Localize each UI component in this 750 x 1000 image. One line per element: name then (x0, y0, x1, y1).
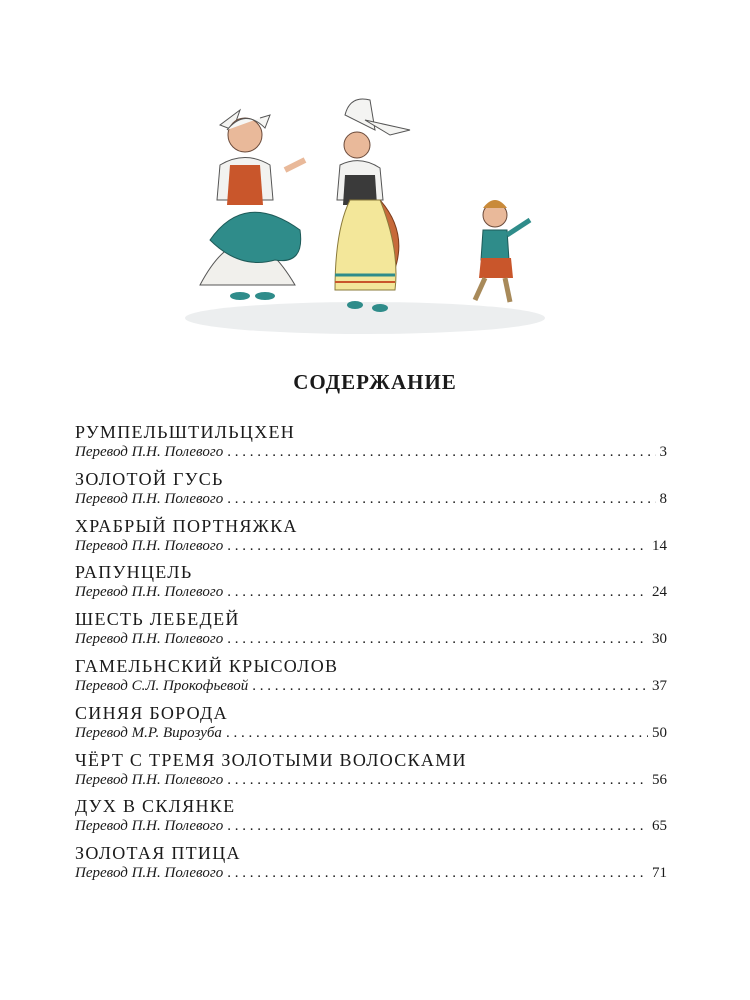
entry-page-number: 3 (659, 444, 667, 460)
entry-title: ЧЁРТ С ТРЕМЯ ЗОЛОТЫМИ ВОЛОСКАМИ (75, 749, 467, 770)
entry-title: ЗОЛОТАЯ ПТИЦА (75, 843, 241, 864)
dot-leader (227, 817, 648, 836)
entry-translator: Перевод П.Н. Полевого (75, 444, 224, 460)
entry-title: ДУХ В СКЛЯНКЕ (75, 796, 236, 817)
dot-leader (226, 724, 648, 743)
entry-line (75, 630, 667, 649)
entry-title: ЗОЛОТОЙ ГУСЬ (75, 468, 224, 489)
dot-leader (252, 677, 648, 696)
entry-page-number: 71 (652, 865, 667, 882)
entry-translator: Перевод П.Н. Полевого (75, 584, 224, 601)
illustration-fairy-tale-characters (185, 90, 555, 340)
dot-leader (227, 443, 655, 462)
dot-leader (227, 583, 648, 602)
woman-left-figure (200, 110, 305, 300)
toc-entry[interactable] (75, 515, 667, 562)
entry-line (75, 490, 667, 509)
woman-middle-figure (335, 99, 410, 312)
entry-translator: Перевод П.Н. Полевого (75, 537, 224, 554)
entry-line (75, 677, 667, 696)
entry-page-number: 50 (652, 724, 667, 741)
entry-line (75, 771, 667, 790)
toc-entry[interactable] (75, 421, 667, 468)
table-of-contents (75, 421, 667, 889)
toc-entry[interactable] (75, 468, 667, 515)
entry-page-number: 65 (652, 818, 667, 835)
dot-leader (227, 537, 648, 556)
entry-line (75, 443, 667, 462)
toc-entry[interactable] (75, 608, 667, 655)
entry-title: РАПУНЦЕЛЬ (75, 562, 193, 583)
entry-translator: Перевод С.Л. Прокофьевой (75, 677, 249, 694)
page-title: СОДЕРЖАНИЕ (293, 370, 457, 394)
entry-translator: Перевод П.Н. Полевого (75, 771, 224, 788)
entry-page-number: 56 (652, 771, 667, 788)
entry-line (75, 817, 667, 836)
dot-leader (227, 771, 648, 790)
entry-line (75, 583, 667, 602)
entry-title: ХРАБРЫЙ ПОРТНЯЖКА (75, 515, 298, 536)
entry-line (75, 724, 667, 743)
toc-entry[interactable] (75, 749, 667, 796)
dot-leader (227, 490, 655, 509)
dot-leader (227, 864, 648, 883)
toc-entry[interactable] (75, 561, 667, 608)
toc-entry[interactable] (75, 795, 667, 842)
entry-title: ШЕСТЬ ЛЕБЕДЕЙ (75, 609, 240, 630)
entry-title: РУМПЕЛЬШТИЛЬЦХЕН (75, 422, 296, 442)
boy-figure (475, 200, 530, 302)
entry-translator: Перевод М.Р. Вирозуба (75, 724, 222, 741)
entry-translator: Перевод П.Н. Полевого (75, 631, 224, 648)
entry-title: ГАМЕЛЬНСКИЙ КРЫСОЛОВ (75, 655, 339, 676)
entry-page-number: 8 (659, 490, 667, 507)
entry-page-number: 14 (652, 537, 667, 554)
entry-line (75, 864, 667, 883)
dot-leader (227, 630, 648, 649)
entry-page-number: 30 (652, 631, 667, 648)
entry-translator: Перевод П.Н. Полевого (75, 490, 224, 507)
entry-line (75, 537, 667, 556)
entry-page-number: 37 (652, 677, 667, 694)
entry-title: СИНЯЯ БОРОДА (75, 702, 228, 723)
toc-entry[interactable] (75, 702, 667, 749)
toc-entry[interactable] (75, 842, 667, 889)
entry-translator: Перевод П.Н. Полевого (75, 818, 224, 835)
toc-entry[interactable] (75, 655, 667, 702)
entry-page-number: 24 (652, 584, 667, 601)
entry-translator: Перевод П.Н. Полевого (75, 865, 224, 882)
